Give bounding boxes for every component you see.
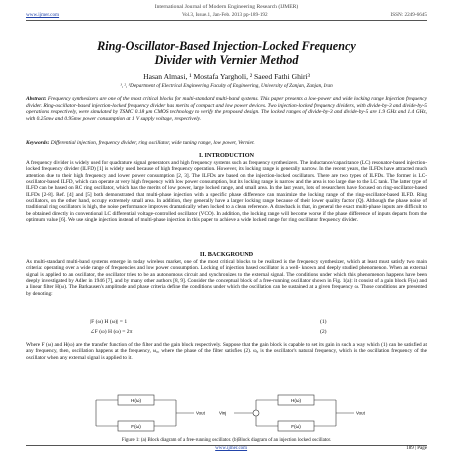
figure-1-caption: Figure 1: (a) Block diagram of a free-running oscillator. (b)Block diagram of an injection locked oscillator. [121, 438, 332, 443]
page-number: 189 | Page [406, 446, 427, 451]
paper-title-line2: Divider with Vernier Method [154, 53, 299, 67]
section-1-title: I. INTRODUCTION [198, 152, 254, 159]
paper-title [26, 39, 427, 67]
page-footer [26, 446, 427, 451]
fig-b-gain-label: F(ω) [291, 424, 301, 429]
fig-a-filter-label: H(ω) [131, 398, 141, 403]
journal-issn: ISSN: 2249-6645 [390, 12, 427, 18]
figure-1b [219, 395, 366, 431]
keywords [26, 140, 427, 146]
fig-a-gain-label: F(ω) [131, 424, 141, 429]
journal-name: International Journal of Modern Engineering Research (IJMER) [154, 4, 299, 10]
abstract-text: Frequency synthesizers are one of the most critical blocks for multi-standard multi-band systems. This paper presents a low-power and wide locking range Injection frequency divider. Ring-oscillator-based injection-locked frequency divider has merits of compact and low power devices. Two injection-locked frequency dividers, with divide-by-3 and divide-by-5 operations respectively, were simulated by TSMC 0.18 μm CMOS technology to verify the proposed design. The locked ranges of divide-by-3 and divide-by-5 are 1.9 GHz and 1.4 GHz, with 0.25mw and 0.95mw power consumption at 1 V supply voltage, respectively. [26, 96, 427, 122]
journal-meta [26, 12, 427, 18]
footer-url-link[interactable]: www.ijmer.com [215, 446, 248, 451]
journal-volume: Vol.3, Issue.1, Jan-Feb. 2013 pp-189-192 [181, 12, 268, 18]
abstract-label: Abstract: [26, 96, 47, 102]
fig-a-output-label: Vout [196, 410, 205, 416]
equation-2-expr: ∠F (ω) H (ω) = 2π [90, 329, 133, 335]
figure-1a [96, 395, 206, 431]
fig-b-output-label: Vout [356, 410, 365, 416]
fig-b-injection-label: Vinj [219, 410, 227, 416]
equation-2-number: (2) [320, 329, 327, 335]
paper-title-line1: Ring-Oscillator-Based Injection-Locked Frequency [97, 39, 356, 53]
section-2-text-continued: Where F (ω) and H(ω) are the transfer function of the filter and the gain block respectively. Suppose that the gain block is capable to set its gain in such a way which (1) can be satisfied at any frequency, then, oscillation happens at the frequency, ω₀, where the phase of the filter satisfies (2). ω₀ is the oscillator's natural frequency, which is the oscillation frequency of the oscillator when any external signal is applied to it. [26, 342, 427, 361]
keywords-text: Differential injection, frequency divider, ring oscillator, wide tuning range, low power, Vernier. [50, 140, 255, 146]
section-2-title: II. BACKGROUND [199, 251, 254, 258]
section-2-text: As multi-standard multi-band systems emerge in today wireless market, one of the most critical blocks to be realized is the frequency synthesizer, which at least must satisfy two main criteria: operating over a wide range of frequencies and low power consumption. Locking of injection based oscillator is a well- known and deeply studied phenomenon. When an external signal is applied to an oscillator, the oscillator tries to be an autonomous circuit and synchronizes to the external signal. The conditions under which this phenomenon happens have been deeply investigated by Adler in 1946 [7], and by many other authors [8, 9]. Consider the conceptual block of a free-running oscillator shown in Fig. 1(a): it consist of a gain block F(ω) and a linear filter H(ω). The Barkausen's amplitude and phase criteria define the conditions under which the oscillation can be sustained at a given frequency ω. Those conditions are presented by denoting: [26, 259, 427, 297]
equation-1-number: (1) [320, 319, 327, 325]
paper-authors: Hasan Almasi, ¹ Mostafa Yargholi, ² Saeed Fathi Ghiri³ [143, 72, 310, 81]
equation-1-expr: |F (ω) H (ω)| = 1 [90, 319, 128, 325]
journal-url-link[interactable]: www.ijmer.com [26, 12, 60, 18]
fig-b-summing-node [253, 410, 259, 416]
keywords-label: Keywords: [26, 140, 50, 146]
abstract [26, 96, 427, 122]
paper-affiliation: ¹, ², ³Department of Electrical Engineering Faculty of Engineering, University of Zanjan, Zanjan, Iran [120, 83, 333, 89]
section-1-text: A frequency divider is widely used for quadrature signal generators and high frequency systems such as frequency synthesizers. The inductance/capacitance (LC) resonator-based injection-locked frequency divider (ILFD) [1] is widely used because of high frequency operation. However, its locking range is generally narrow. In the recent years, the ILFDs have attracted much attention due to their high frequency and lower power consumption [2, 3]. The ILFDs are based on the injection-locked oscillators. There are two types of ILFDs. The former is LC-oscillator-based ILFD, which can operate at very high frequency with low power consumption, but its locking range is narrow and the area is too large due to the LC tank. The latter type of ILFD can be based on RC ring oscillator, which has the merits of low power, large locked range, and small area. In the last years, lots of researchers have focused on ring-oscillator-based ILFDs [2-8]. Ref. [4] and [5] both demonstrated that multi-phase injection with a specific phase difference can maximize the locking range of the ring-oscillator-based ILFD. Ring oscillators, on the other hand, occupy extremely small area. In addition, they generally have a larger locking range because of their lower quality factor (Q). Although the phase noise of traditional ring oscillators is high, the noise performance improves dramatically when locked to a clean reference. A drawback is that, in general the exact multi-phase inputs are difficult to be obtained directly in conventional LC differential voltage-controlled oscillator (VCO). In addition, the locking range will become worse if the phase difference of inputs departs from the optimum value [6]. We use single injection instead of multi-phase injection in this paper to achieve a wide locked range for ring oscillator frequency divider. [26, 160, 427, 224]
fig-b-filter-label: H(ω) [291, 398, 301, 403]
header-rule [26, 20, 427, 21]
